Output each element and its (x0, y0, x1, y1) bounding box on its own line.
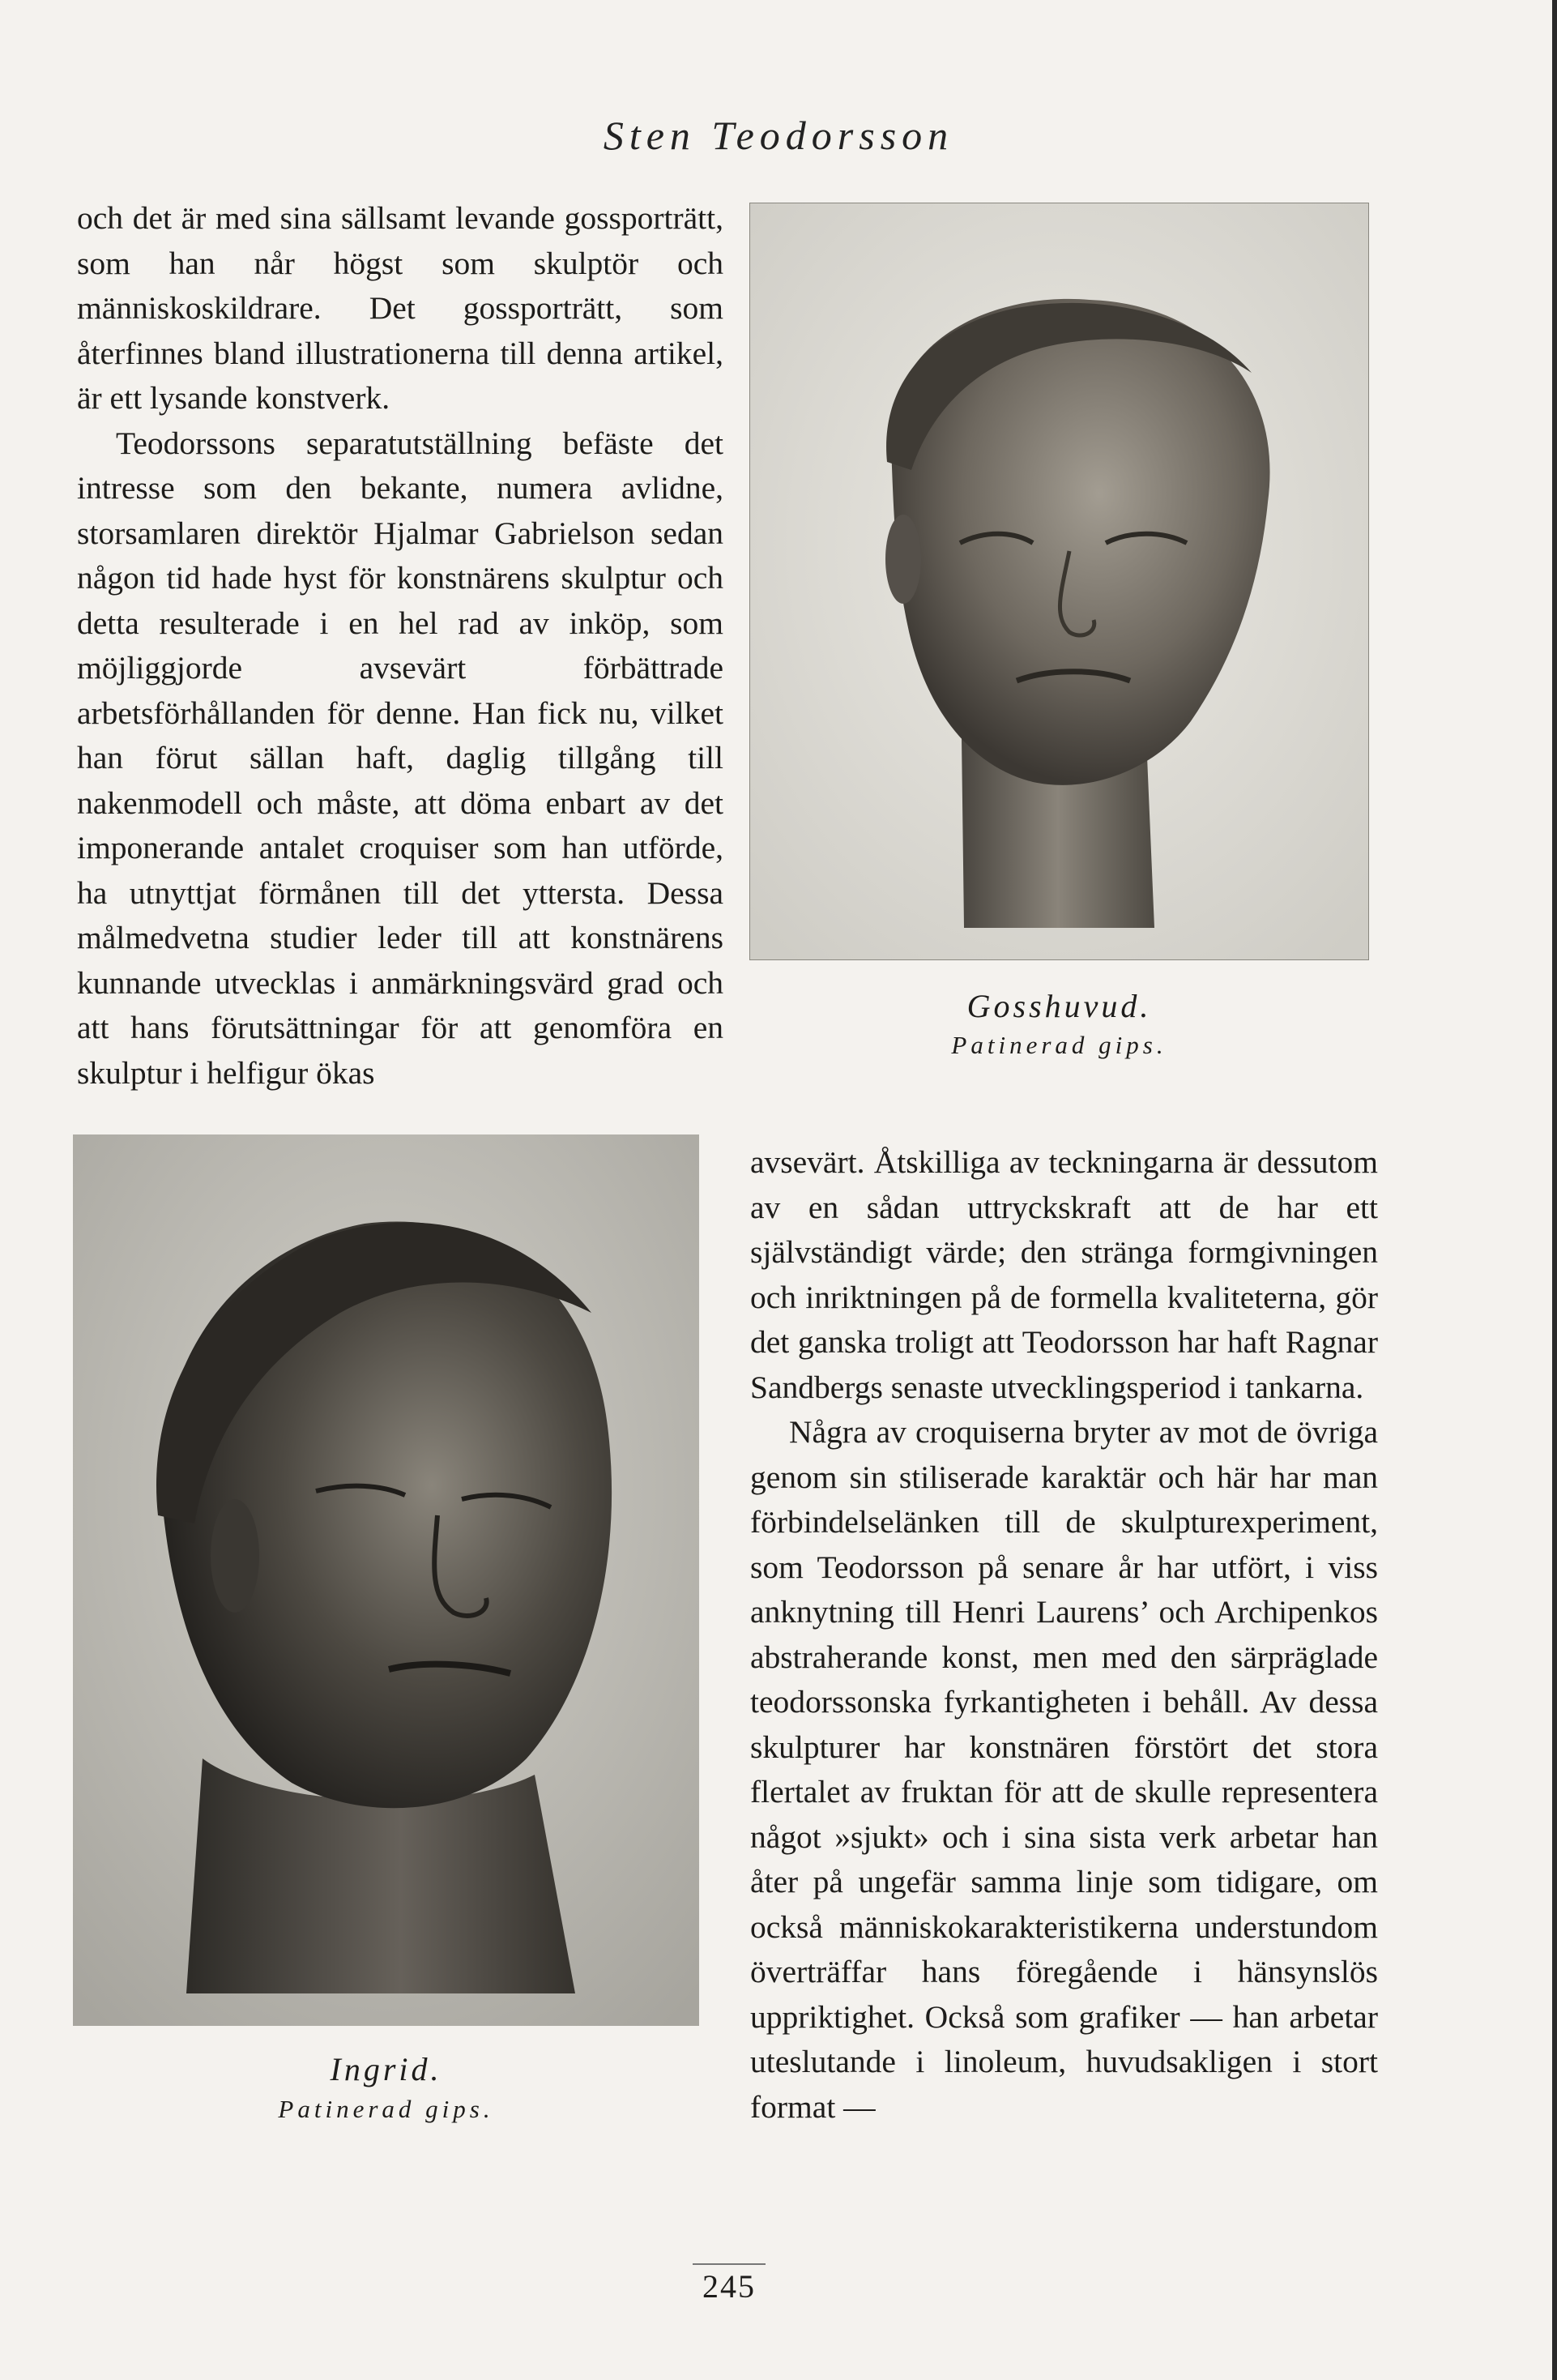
caption-subtitle: Patinerad gips. (951, 1031, 1167, 1059)
page-number: 245 (702, 2268, 756, 2305)
sculpture-photo-ingrid (73, 1134, 699, 2026)
caption-subtitle: Patinerad gips. (278, 2095, 494, 2123)
running-head: Sten Teodorsson (603, 113, 954, 158)
sculpture-photo-gosshuvud (749, 203, 1369, 960)
text-column-top (77, 196, 723, 1096)
page-edge (1552, 0, 1557, 2380)
caption-title: Gosshuvud. (966, 988, 1152, 1024)
paragraph: och det är med sina sällsamt levande gossporträtt, som han når högst som skulptör och människoskildrare. Det gossporträtt, som återfinnes bland illustrationerna till denna artikel, är ett lysande konstverk. (77, 200, 723, 416)
figure-gosshuvud (749, 203, 1369, 1086)
paragraph: Teodorssons separatutställning befäste det intresse som den bekante, numera avlidne, storsamlaren direktör Hjalmar Gabrielson sedan någon tid hade hyst för konstnärens skulptur och detta resulterade i en hel rad av inköp, som möjliggjorde avsevärt förbättrade arbetsförhållanden för denne. Han fick nu, vilket han förut sällan haft, daglig tillgång till nakenmodell och måste, att döma enbart av det imponerande antalet croquiser som han utförde, ha utnyttjat förmånen till det yttersta. Dessa målmedvetna studier leder till att konstnärens kunnande utvecklas i anmärkningsvärd grad och att hans förutsättningar för att genomföra en skulptur i helfigur ökas (77, 425, 723, 1091)
text-column-bottom (750, 1140, 1378, 2130)
page-number-rule (693, 2263, 766, 2265)
paragraph: avsevärt. Åtskilliga av teckningarna är dessutom av en sådan uttryckskraft att de har ett självständigt värde; den stränga formgivningen och inriktningen på de formella kvaliteterna, gör det ganska troligt att Teodorsson har haft Ragnar Sandbergs senaste utvecklingsperiod i tankarna. (750, 1144, 1378, 1405)
caption-title: Ingrid. (330, 2051, 442, 2087)
paragraph: Några av croquiserna bryter av mot de övriga genom sin stiliserade karaktär och här har man förbindelselänken till de skulpturexperiment, som Teodorsson på senare år har utfört, i viss anknytning till Henri Laurens’ och Archipenkos abstraherande konst, men med den särpräglade teodorssonska fyrkantigheten i behåll. Av dessa skulpturer har konstnären förstört det stora flertalet av fruktan för att de skulle representera något »sjukt» och i sina sista verk arbetar han åter på ungefär samma linje som tidigare, om också människokarakteristikerna understundom överträffar hans föregående i hänsynslös uppriktighet. Också som grafiker — han arbetar uteslutande i linoleum, huvudsakligen i stort format — (750, 1414, 1378, 2125)
figure-ingrid (73, 1134, 699, 2220)
